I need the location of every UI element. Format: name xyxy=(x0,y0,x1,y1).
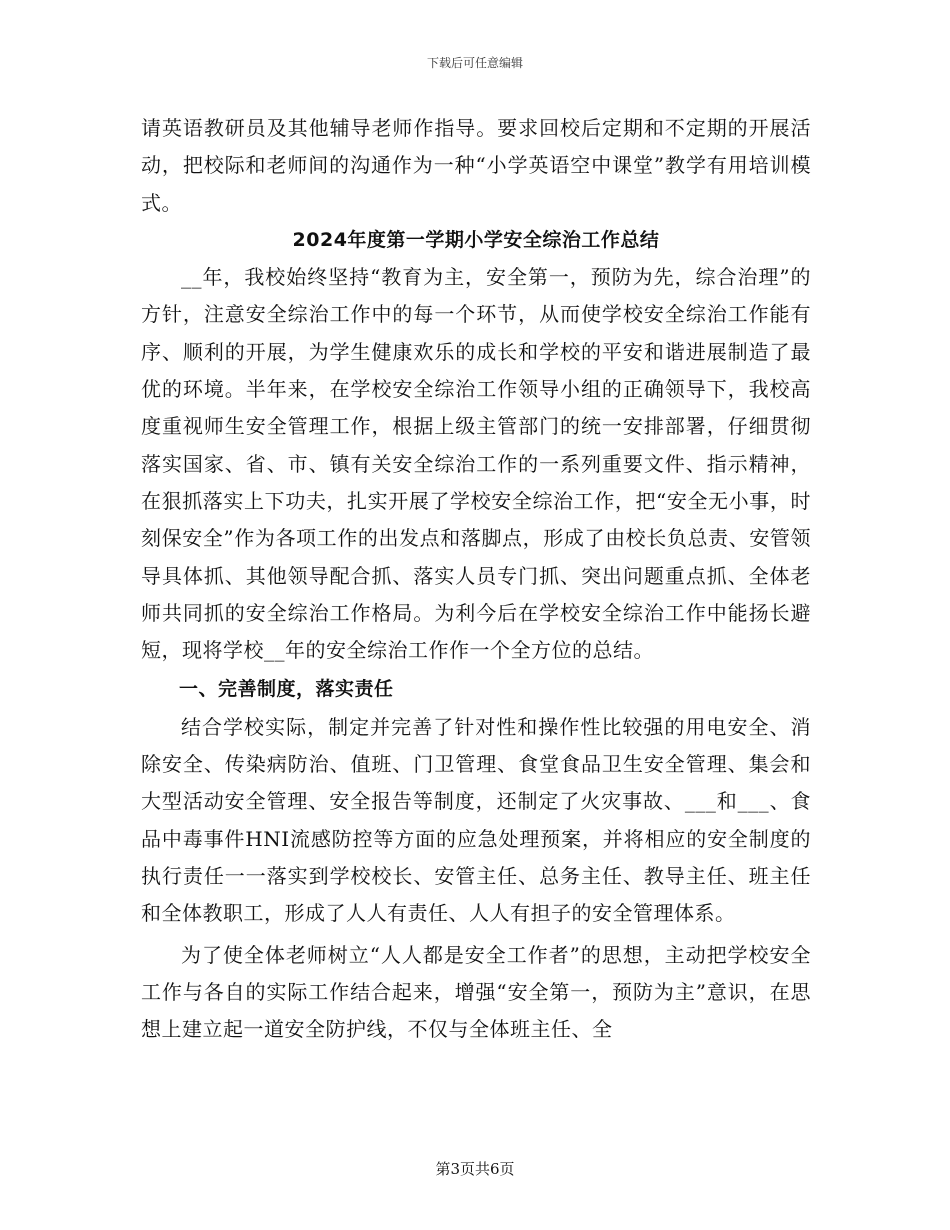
paragraph-3: 为了使全体老师树立“人人都是安全工作者”的思想，主动把学校安全工作与各自的实际工作结合起来，增强“安全第一，预防为主”意识，在思想上建立起一道安全防护线，不仅与全体班主任、全 xyxy=(141,942,811,1042)
header-note: 下载后可任意编辑 xyxy=(426,56,523,70)
section-1-heading: 一、完善制度，落实责任 xyxy=(179,678,394,701)
paragraph-1: __年，我校始终坚持“教育为主，安全第一，预防为先，综合治理”的方针，注意安全综治工作中的每一个环节，从而使学校安全综治工作能有序、顺利的开展，为学生健康欢乐的成长和学校的平安和谐进展制造了最优的环境。半年来，在学校安全综治工作领导小组的正确领导下，我校高度重视师生安全管理工作，根据上级主管部门的统一安排部署，仔细贯彻落实国家、省、市、镇有关安全综治工作的一系列重要文件、指示精神，在狠抓落实上下功夫，扎实开展了学校安全综治工作，把“安全无小事，时刻保安全”作为各项工作的出发点和落脚点，形成了由校长负总责、安管领导具体抓、其他领导配合抓、落实人员专门抓、突出问题重点抓、全体老师共同抓的安全综治工作格局。为利今后在学校安全综治工作中能扬长避短，现将学校__年的安全综治工作作一个全方位的总结。 xyxy=(141,265,811,663)
intro-paragraph: 请英语教研员及其他辅导老师作指导。要求回校后定期和不定期的开展活动，把校际和老师间的沟通作为一种“小学英语空中课堂”教学有用培训模式。 xyxy=(141,116,811,215)
paragraph-2: 结合学校实际，制定并完善了针对性和操作性比较强的用电安全、消除安全、传染病防治、值班、门卫管理、食堂食品卫生安全管理、集会和大型活动安全管理、安全报告等制度，还制定了火灾事故、___和___、食品中毒事件HNI流感防控等方面的应急处理预案，并将相应的安全制度的执行责任一一落实到学校校长、安管主任、总务主任、教导主任、班主任和全体教职工，形成了人人有责任、人人有担子的安全管理体系。 xyxy=(141,714,811,926)
page-number: 第3页共6页 xyxy=(435,1160,515,1178)
document-title: 2024年度第一学期小学安全综治工作总结 xyxy=(292,228,660,251)
document-body xyxy=(141,110,811,1048)
